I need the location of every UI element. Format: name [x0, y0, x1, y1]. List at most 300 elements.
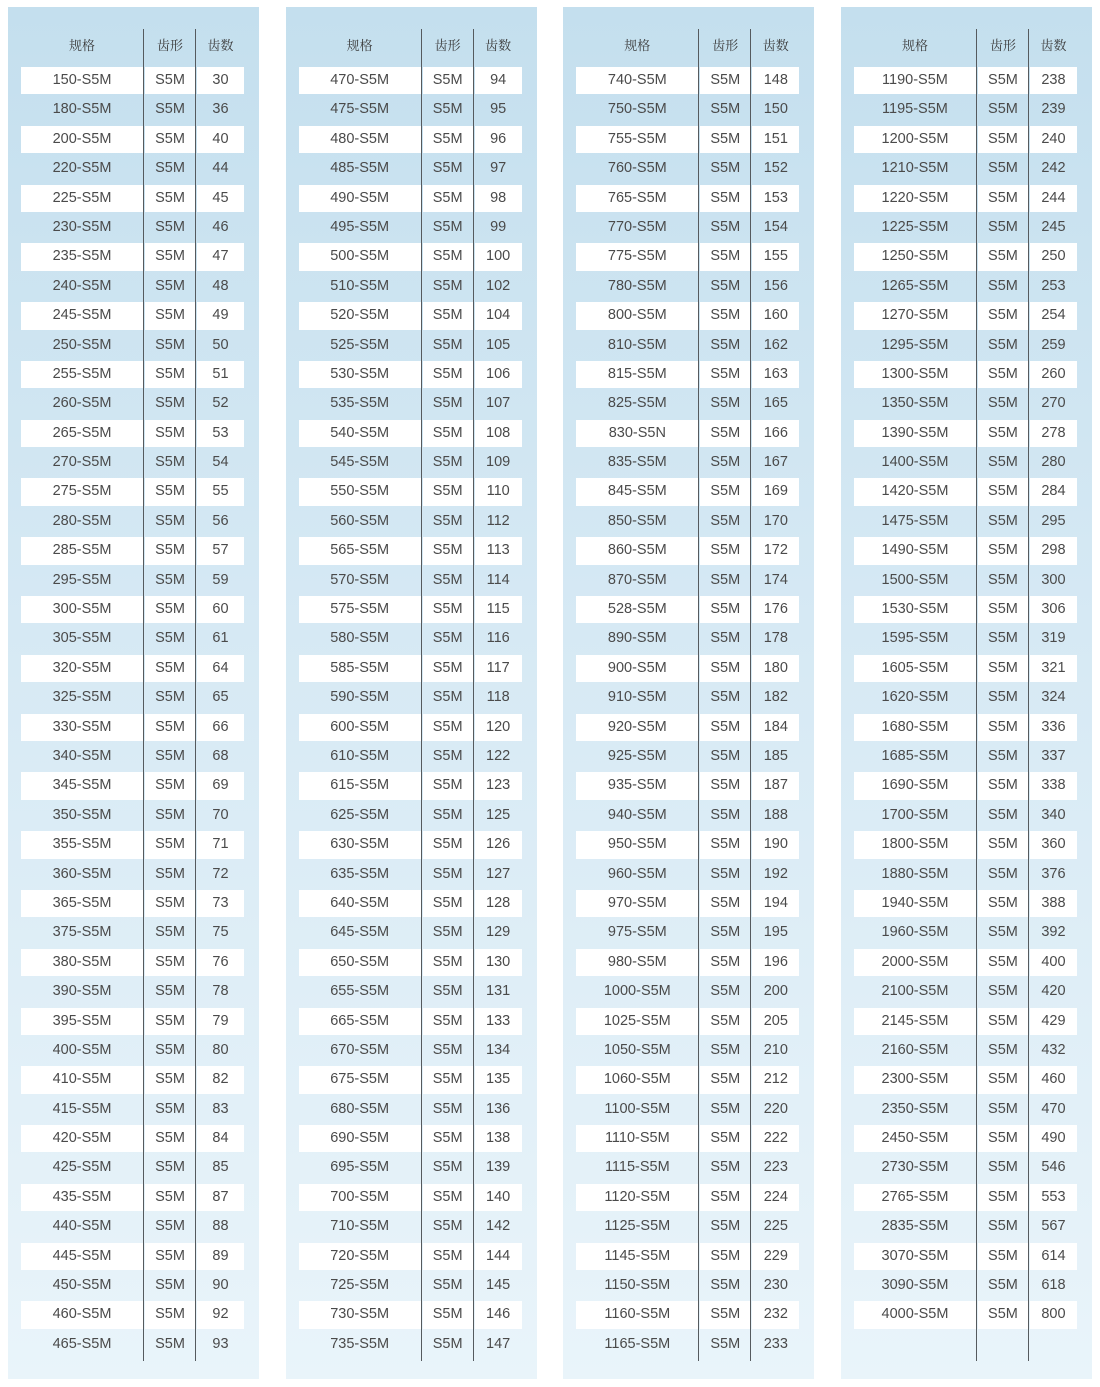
tooth-profile-cell: S5M: [710, 1100, 741, 1117]
spec-cell: 735-S5M: [330, 1335, 390, 1352]
table-row: [841, 1153, 1092, 1182]
spec-cell: 1145-S5M: [576, 1243, 698, 1270]
spec-cell: 1700-S5M: [881, 806, 949, 823]
tooth-profile-cell: S5M: [710, 689, 741, 706]
tooth-profile-cell: S5M: [978, 714, 1028, 741]
tooth-count-cell: 112: [486, 512, 510, 529]
tooth-profile-cell: S5M: [145, 655, 195, 682]
spec-cell: 355-S5M: [21, 831, 143, 858]
tooth-count-cell: 66: [197, 714, 244, 741]
table-row: [286, 595, 537, 624]
tooth-count-cell: 89: [197, 1243, 244, 1270]
spec-cell: 270-S5M: [52, 454, 112, 471]
spec-cell: 530-S5M: [299, 361, 421, 388]
table-row: [841, 860, 1092, 889]
spec-cell: 845-S5M: [576, 478, 698, 505]
tooth-profile-cell: S5M: [145, 1125, 195, 1152]
tooth-count-cell: 232: [752, 1301, 799, 1328]
tooth-profile-cell: S5M: [423, 949, 473, 976]
table-row: [8, 1065, 259, 1094]
tooth-count-cell: 69: [197, 772, 244, 799]
tooth-count-cell: 233: [763, 1335, 788, 1352]
tooth-count-cell: 300: [1041, 571, 1066, 588]
spec-cell: 2160-S5M: [881, 1041, 949, 1058]
spec-cell: 770-S5M: [607, 218, 667, 235]
table-row: [8, 566, 259, 595]
tooth-profile-cell: S5M: [988, 924, 1018, 941]
table-row: [8, 860, 259, 889]
spec-cell: 525-S5M: [330, 336, 390, 353]
table-row: [286, 742, 537, 771]
tooth-count-cell: 109: [486, 454, 511, 471]
spec-cell: 635-S5M: [330, 865, 390, 882]
tooth-profile-cell: S5M: [710, 630, 741, 647]
spec-cell: 1620-S5M: [881, 689, 949, 706]
table-row: [286, 566, 537, 595]
tooth-count-cell: 169: [752, 478, 799, 505]
tooth-count-cell: 80: [212, 1041, 229, 1058]
tooth-profile-cell: S5M: [978, 478, 1028, 505]
tooth-count-cell: 270: [1041, 395, 1066, 412]
tooth-profile-cell: S5M: [155, 336, 185, 353]
spec-cell: 765-S5M: [576, 185, 698, 212]
tooth-profile-cell: S5M: [432, 1218, 463, 1235]
tooth-profile-cell: S5M: [710, 1277, 741, 1294]
table-row: [8, 595, 259, 624]
spec-cell: 775-S5M: [576, 243, 698, 270]
spec-cell: 4000-S5M: [854, 1301, 976, 1328]
tooth-count-cell: 36: [212, 101, 229, 118]
spec-cell: 1265-S5M: [881, 277, 949, 294]
table-row: [8, 683, 259, 712]
tooth-profile-cell: S5M: [432, 747, 463, 764]
table-row: [563, 66, 814, 95]
table-row: [286, 213, 537, 242]
tooth-profile-cell: S5M: [988, 395, 1018, 412]
tooth-profile-cell: S5M: [423, 126, 473, 153]
tooth-profile-cell: S5M: [978, 949, 1028, 976]
tooth-count-cell: 192: [763, 865, 788, 882]
tooth-profile-cell: S5M: [978, 67, 1028, 94]
table-row: [8, 389, 259, 418]
spec-cell: 245-S5M: [21, 302, 143, 329]
tooth-profile-cell: S5M: [432, 983, 463, 1000]
table-row: [8, 889, 259, 918]
tooth-profile-cell: S5M: [145, 1184, 195, 1211]
spec-cell: 485-S5M: [330, 160, 390, 177]
table-row: [563, 536, 814, 565]
tooth-count-cell: 120: [475, 714, 522, 741]
spec-cell: 540-S5M: [299, 420, 421, 447]
spec-cell: 545-S5M: [330, 454, 390, 471]
tooth-profile-cell: S5M: [145, 1301, 195, 1328]
table-row: [286, 1007, 537, 1036]
tooth-profile-cell: S5M: [700, 67, 750, 94]
tooth-profile-cell: S5M: [978, 1301, 1028, 1328]
spec-cell: 910-S5M: [607, 689, 667, 706]
spec-cell: 1160-S5M: [576, 1301, 698, 1328]
table-row: [563, 566, 814, 595]
tooth-count-cell: 200: [763, 983, 788, 1000]
tooth-profile-cell: S5M: [710, 747, 741, 764]
tooth-profile-cell: S5M: [155, 1159, 185, 1176]
tooth-profile-cell: S5M: [710, 512, 741, 529]
table-row: [841, 654, 1092, 683]
spec-cell: 1680-S5M: [854, 714, 976, 741]
table-row: [8, 948, 259, 977]
table-row: [563, 1242, 814, 1271]
spec-cell: 435-S5M: [21, 1184, 143, 1211]
table-row: [8, 654, 259, 683]
tooth-profile-cell: S5M: [700, 655, 750, 682]
tooth-profile-cell: S5M: [710, 865, 741, 882]
table-row: [8, 1036, 259, 1065]
tooth-profile-cell: S5M: [155, 395, 185, 412]
tooth-profile-cell: S5M: [710, 1159, 741, 1176]
tooth-profile-cell: S5M: [700, 302, 750, 329]
spec-cell: 1025-S5M: [576, 1008, 698, 1035]
tooth-profile-cell: S5M: [700, 949, 750, 976]
spec-cell: 1000-S5M: [603, 983, 671, 1000]
tooth-count-cell: 110: [475, 478, 522, 505]
tooth-profile-cell: S5M: [145, 831, 195, 858]
table-row: [286, 184, 537, 213]
tooth-count-cell: 84: [197, 1125, 244, 1152]
table-row: [286, 713, 537, 742]
table-body: [841, 66, 1092, 1330]
spec-cell: 975-S5M: [607, 924, 667, 941]
spec-cell: 1060-S5M: [576, 1066, 698, 1093]
tooth-count-cell: 57: [197, 537, 244, 564]
tooth-profile-cell: S5M: [700, 831, 750, 858]
tooth-count-cell: 59: [212, 571, 229, 588]
spec-cell: 830-S5N: [576, 420, 698, 447]
spec-cell: 935-S5M: [576, 772, 698, 799]
tooth-count-cell: 46: [212, 218, 229, 235]
tooth-profile-cell: S5M: [432, 1335, 463, 1352]
table-row: [286, 477, 537, 506]
tooth-count-cell: 172: [752, 537, 799, 564]
table-row: [8, 1271, 259, 1300]
tooth-count-cell: 321: [1030, 655, 1077, 682]
table-row: [563, 830, 814, 859]
spec-cell: 1500-S5M: [881, 571, 949, 588]
spec-cell: 340-S5M: [52, 747, 112, 764]
tooth-count-cell: 155: [752, 243, 799, 270]
spec-cell: 730-S5M: [299, 1301, 421, 1328]
tooth-count-cell: 64: [197, 655, 244, 682]
spec-cell: 535-S5M: [330, 395, 390, 412]
tooth-count-cell: 182: [763, 689, 788, 706]
spec-cell: 475-S5M: [330, 101, 390, 118]
spec-cell: 500-S5M: [299, 243, 421, 270]
tooth-count-cell: 56: [212, 512, 229, 529]
tooth-count-cell: 162: [763, 336, 788, 353]
belt-spec-tables: [8, 7, 1092, 1380]
spec-cell: 1115-S5M: [604, 1159, 670, 1176]
table-row: [8, 125, 259, 154]
tooth-profile-cell: S5M: [988, 1218, 1018, 1235]
table-row: [286, 507, 537, 536]
table-row: [8, 331, 259, 360]
spec-cell: 1100-S5M: [604, 1100, 671, 1117]
spec-cell: 345-S5M: [21, 772, 143, 799]
spec-cell: 390-S5M: [52, 983, 112, 1000]
spec-cell: 960-S5M: [607, 865, 667, 882]
table-row: [563, 1124, 814, 1153]
table-row: [841, 566, 1092, 595]
tooth-count-cell: 97: [490, 160, 507, 177]
table-row: [8, 448, 259, 477]
tooth-count-cell: 148: [752, 67, 799, 94]
spec-cell: 980-S5M: [576, 949, 698, 976]
spec-cell: 330-S5M: [21, 714, 143, 741]
tooth-profile-cell: S5M: [700, 1066, 750, 1093]
spec-cell: 295-S5M: [52, 571, 112, 588]
table-row: [8, 154, 259, 183]
spec-cell: 2145-S5M: [854, 1008, 976, 1035]
tooth-count-cell: 127: [486, 865, 511, 882]
tooth-count-cell: 70: [212, 806, 229, 823]
table-row: [841, 1007, 1092, 1036]
table-row: [8, 830, 259, 859]
tooth-count-cell: 260: [1030, 361, 1077, 388]
tooth-profile-header: 齿形: [156, 38, 183, 53]
table-row: [286, 860, 537, 889]
tooth-profile-cell: S5M: [432, 277, 463, 294]
table-row: [841, 1271, 1092, 1300]
table-body: [8, 66, 259, 1359]
table-row: [286, 66, 537, 95]
tooth-profile-header: 齿形: [712, 38, 739, 53]
tooth-count-cell: 94: [475, 67, 522, 94]
tooth-profile-cell: S5M: [700, 243, 750, 270]
spec-cell: 1270-S5M: [854, 302, 976, 329]
tooth-count-cell: 166: [752, 420, 799, 447]
tooth-count-header: 齿数: [1040, 38, 1067, 53]
tooth-profile-cell: S5M: [710, 1041, 741, 1058]
spec-cell: 870-S5M: [607, 571, 667, 588]
tooth-count-cell: 245: [1041, 218, 1066, 235]
tooth-profile-cell: S5M: [988, 747, 1018, 764]
tooth-count-cell: 253: [1041, 277, 1066, 294]
tooth-profile-cell: S5M: [978, 243, 1028, 270]
spec-cell: 1800-S5M: [854, 831, 976, 858]
spec-cell: 2765-S5M: [854, 1184, 976, 1211]
tooth-count-cell: 47: [197, 243, 244, 270]
tooth-profile-cell: S5M: [145, 126, 195, 153]
tooth-profile-cell: S5M: [145, 537, 195, 564]
tooth-count-cell: 85: [212, 1159, 229, 1176]
spec-cell: 615-S5M: [299, 772, 421, 799]
tooth-profile-cell: S5M: [710, 454, 741, 471]
table-row: [841, 536, 1092, 565]
tooth-count-cell: 188: [763, 806, 788, 823]
table-row: [8, 771, 259, 800]
table-row: [841, 1095, 1092, 1124]
tooth-profile-cell: S5M: [710, 1335, 741, 1352]
tooth-profile-cell: S5M: [700, 890, 750, 917]
tooth-count-cell: 151: [752, 126, 799, 153]
tooth-count-cell: 196: [752, 949, 799, 976]
spec-cell: 365-S5M: [21, 890, 143, 917]
tooth-profile-cell: S5M: [155, 1041, 185, 1058]
tooth-profile-cell: S5M: [423, 1301, 473, 1328]
tooth-count-cell: 295: [1041, 512, 1066, 529]
table-row: [8, 624, 259, 653]
spec-cell: 510-S5M: [330, 277, 390, 294]
tooth-count-cell: 239: [1041, 101, 1066, 118]
spec-cell: 850-S5M: [607, 512, 667, 529]
spec-cell: 225-S5M: [21, 185, 143, 212]
tooth-count-cell: 490: [1030, 1125, 1077, 1152]
table-row: [286, 536, 537, 565]
spec-cell: 285-S5M: [21, 537, 143, 564]
tooth-count-cell: 108: [475, 420, 522, 447]
tooth-profile-cell: S5M: [155, 277, 185, 294]
tooth-profile-cell: S5M: [432, 571, 463, 588]
tooth-count-cell: 546: [1041, 1159, 1066, 1176]
tooth-count-cell: 51: [197, 361, 244, 388]
tooth-profile-cell: S5M: [432, 395, 463, 412]
table-row: [8, 360, 259, 389]
spec-cell: 2100-S5M: [881, 983, 949, 1000]
table-row: [286, 272, 537, 301]
spec-cell: 280-S5M: [52, 512, 112, 529]
table-row: [841, 595, 1092, 624]
tooth-profile-cell: S5M: [700, 1125, 750, 1152]
table-row: [841, 948, 1092, 977]
table-row: [563, 889, 814, 918]
spec-cell: 550-S5M: [299, 478, 421, 505]
table-row: [8, 742, 259, 771]
tooth-count-cell: 144: [475, 1243, 522, 1270]
spec-cell: 1420-S5M: [854, 478, 976, 505]
table-row: [286, 389, 537, 418]
spec-cell: 360-S5M: [52, 865, 112, 882]
tooth-profile-cell: S5M: [432, 924, 463, 941]
tooth-profile-cell: S5M: [423, 1125, 473, 1152]
tooth-count-cell: 50: [212, 336, 229, 353]
table-row: [286, 301, 537, 330]
tooth-count-cell: 220: [763, 1100, 788, 1117]
tooth-count-cell: 336: [1030, 714, 1077, 741]
spec-cell: 1220-S5M: [854, 185, 976, 212]
spec-cell: 400-S5M: [52, 1041, 112, 1058]
spec-cell: 825-S5M: [607, 395, 667, 412]
table-row: [563, 272, 814, 301]
spec-cell: 2350-S5M: [881, 1100, 949, 1117]
tooth-count-cell: 83: [212, 1100, 229, 1117]
tooth-profile-cell: S5M: [978, 1066, 1028, 1093]
spec-cell: 250-S5M: [52, 336, 112, 353]
spec-cell: 415-S5M: [52, 1100, 112, 1117]
spec-cell: 780-S5M: [607, 277, 667, 294]
tooth-profile-cell: S5M: [423, 1184, 473, 1211]
tooth-count-cell: 194: [752, 890, 799, 917]
spec-cell: 640-S5M: [299, 890, 421, 917]
tooth-profile-cell: S5M: [155, 1335, 185, 1352]
tooth-count-cell: 102: [486, 277, 511, 294]
spec-cell: 490-S5M: [299, 185, 421, 212]
table-row: [8, 95, 259, 124]
table-row: [841, 683, 1092, 712]
spec-table-panel-2: [286, 7, 537, 1379]
table-row: [286, 1271, 537, 1300]
tooth-count-cell: 360: [1030, 831, 1077, 858]
spec-cell: 220-S5M: [52, 160, 112, 177]
table-row: [841, 1183, 1092, 1212]
tooth-profile-cell: S5M: [145, 596, 195, 623]
table-row: [8, 1330, 259, 1359]
spec-cell: 1110-S5M: [576, 1125, 698, 1152]
tooth-profile-cell: S5M: [423, 420, 473, 447]
spec-cell: 645-S5M: [330, 924, 390, 941]
table-row: [286, 683, 537, 712]
table-row: [841, 213, 1092, 242]
tooth-count-cell: 87: [197, 1184, 244, 1211]
table-row: [841, 66, 1092, 95]
tooth-count-cell: 125: [486, 806, 511, 823]
tooth-count-cell: 460: [1030, 1066, 1077, 1093]
tooth-count-cell: 250: [1030, 243, 1077, 270]
table-row: [8, 801, 259, 830]
table-row: [563, 742, 814, 771]
tooth-count-cell: 113: [475, 537, 522, 564]
spec-cell: 460-S5M: [21, 1301, 143, 1328]
tooth-count-cell: 82: [197, 1066, 244, 1093]
table-row: [841, 125, 1092, 154]
table-row: [8, 1153, 259, 1182]
tooth-count-header: 齿数: [485, 38, 512, 53]
spec-cell: 520-S5M: [299, 302, 421, 329]
tooth-profile-cell: S5M: [155, 571, 185, 588]
tooth-count-cell: 185: [763, 747, 788, 764]
tooth-profile-cell: S5M: [432, 1159, 463, 1176]
tooth-count-cell: 55: [197, 478, 244, 505]
spec-cell: 325-S5M: [52, 689, 112, 706]
spec-cell: 470-S5M: [299, 67, 421, 94]
tooth-profile-cell: S5M: [155, 747, 185, 764]
table-row: [8, 477, 259, 506]
tooth-profile-cell: S5M: [700, 596, 750, 623]
spec-cell: 1190-S5M: [854, 67, 976, 94]
tooth-count-cell: 130: [475, 949, 522, 976]
tooth-count-cell: 135: [475, 1066, 522, 1093]
tooth-count-cell: 284: [1030, 478, 1077, 505]
table-row: [8, 507, 259, 536]
tooth-count-cell: 71: [197, 831, 244, 858]
tooth-profile-cell: S5M: [145, 772, 195, 799]
tooth-count-cell: 240: [1030, 126, 1077, 153]
table-row: [841, 331, 1092, 360]
spec-cell: 2300-S5M: [854, 1066, 976, 1093]
tooth-profile-cell: S5M: [423, 1008, 473, 1035]
tooth-count-cell: 128: [475, 890, 522, 917]
tooth-profile-cell: S5M: [145, 361, 195, 388]
spec-cell: 900-S5M: [576, 655, 698, 682]
spec-header: 规格: [68, 38, 95, 53]
tooth-profile-cell: S5M: [978, 361, 1028, 388]
tooth-profile-cell: S5M: [988, 630, 1018, 647]
tooth-profile-cell: S5M: [155, 983, 185, 1000]
table-row: [286, 977, 537, 1006]
tooth-count-cell: 146: [475, 1301, 522, 1328]
tooth-count-cell: 145: [486, 1277, 511, 1294]
spec-cell: 495-S5M: [330, 218, 390, 235]
tooth-count-cell: 278: [1030, 420, 1077, 447]
table-row: [286, 448, 537, 477]
